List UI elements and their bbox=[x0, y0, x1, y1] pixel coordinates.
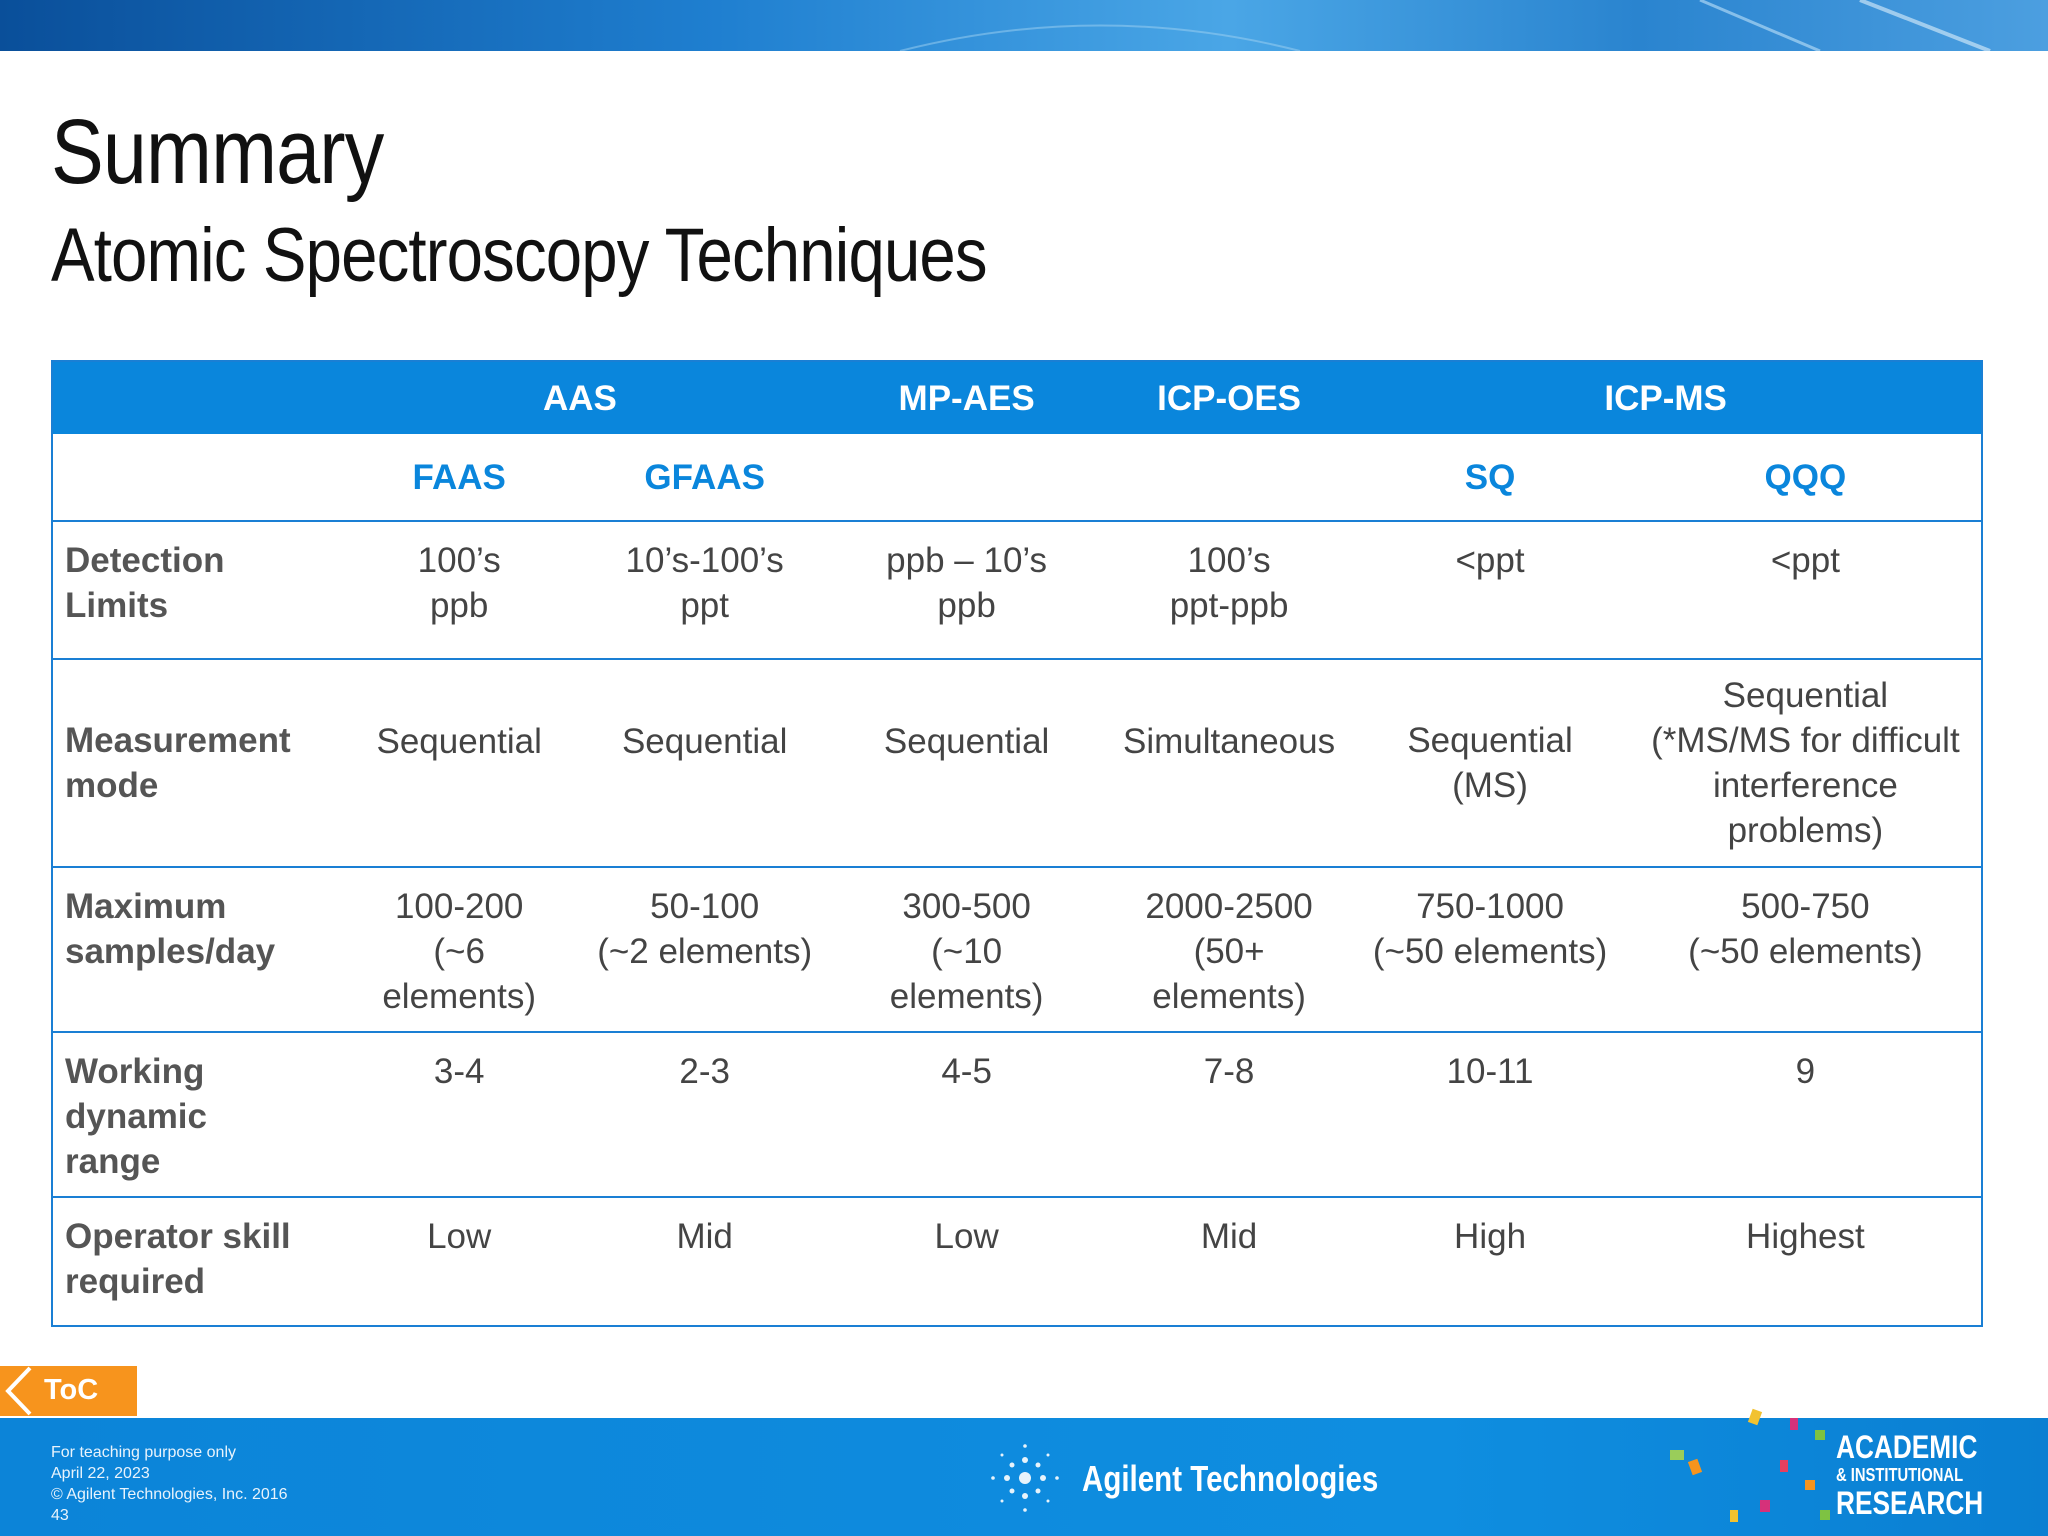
table-cell bbox=[334, 719, 583, 764]
table-cell: Highest bbox=[1746, 1217, 1865, 1256]
cell-line: <ppt bbox=[1770, 541, 1840, 580]
cell-line: 100’s bbox=[1187, 541, 1271, 580]
cell-line: Sequential bbox=[621, 721, 788, 761]
chevron-left-icon bbox=[0, 1366, 40, 1416]
cell-line: 750-1000 bbox=[1416, 887, 1564, 926]
row-label bbox=[53, 1033, 334, 1184]
row-label bbox=[53, 868, 334, 974]
table-cell bbox=[825, 868, 1107, 1019]
table-cell bbox=[1350, 868, 1629, 974]
row-label-line: Maximum bbox=[65, 887, 227, 926]
cell-line: ppb bbox=[937, 586, 996, 625]
row-label-line: Working bbox=[65, 1052, 205, 1091]
group-header-row bbox=[53, 362, 1981, 434]
cell-line: <ppt bbox=[1455, 541, 1525, 580]
footer-notes bbox=[51, 1442, 288, 1526]
row-label-line: Operator skill bbox=[65, 1217, 291, 1256]
cell-line: ppb bbox=[429, 586, 489, 625]
cell-line: (*MS/MS for difficult bbox=[1651, 721, 1960, 760]
footer-line: For teaching purpose only bbox=[51, 1444, 236, 1461]
research-line: & INSTITUTIONAL bbox=[1836, 1465, 1964, 1485]
row-label-line: Measurement bbox=[65, 721, 291, 760]
table-cell: High bbox=[1454, 1217, 1527, 1256]
banner-pattern bbox=[0, 0, 2048, 51]
table-cell bbox=[1350, 522, 1629, 583]
cell-line: Sequential bbox=[1722, 676, 1889, 715]
cell-line: (~10 bbox=[931, 932, 1003, 971]
table-cell bbox=[1108, 719, 1351, 764]
table-cell: 9 bbox=[1795, 1052, 1816, 1091]
footer-line: © Agilent Technologies, Inc. 2016 bbox=[51, 1486, 288, 1503]
table-row bbox=[53, 1196, 1981, 1325]
row-label-line: Limits bbox=[65, 586, 169, 625]
agilent-logo-text: Agilent Technologies bbox=[1082, 1458, 1379, 1499]
table-cell bbox=[1108, 522, 1351, 628]
table-cell: 2-3 bbox=[679, 1052, 730, 1091]
research-line: ACADEMIC bbox=[1836, 1429, 1978, 1465]
table-cell bbox=[1630, 522, 1981, 583]
row-label-line: dynamic bbox=[65, 1097, 207, 1136]
table-cell: 4-5 bbox=[941, 1052, 992, 1091]
academic-research-logo bbox=[1836, 1430, 1983, 1520]
table-cell bbox=[825, 719, 1107, 764]
cell-line: (~2 elements) bbox=[597, 932, 813, 971]
sub-header-row bbox=[53, 434, 1981, 520]
cell-line: ppt-ppb bbox=[1169, 586, 1289, 625]
table-cell bbox=[584, 719, 826, 764]
group-header-icp-ms: ICP-MS bbox=[1604, 378, 1727, 418]
toc-button[interactable] bbox=[0, 1366, 137, 1416]
cell-line: interference bbox=[1712, 766, 1898, 805]
row-label-line: samples/day bbox=[65, 932, 276, 971]
cell-line: 2000-2500 bbox=[1145, 887, 1313, 926]
cell-line: Simultaneous bbox=[1123, 721, 1336, 761]
table-cell bbox=[825, 522, 1107, 628]
table-row bbox=[53, 866, 1981, 1031]
top-banner bbox=[0, 0, 2048, 51]
slide-title: Summary bbox=[51, 101, 384, 203]
cell-line: ppb – 10’s bbox=[886, 541, 1048, 580]
table-cell bbox=[334, 522, 583, 628]
research-line: RESEARCH bbox=[1836, 1485, 1984, 1521]
group-header-mp-aes: MP-AES bbox=[898, 378, 1035, 418]
table-cell: Mid bbox=[1200, 1217, 1258, 1256]
table-cell bbox=[584, 522, 826, 628]
cell-line: problems) bbox=[1727, 811, 1884, 850]
table-row bbox=[53, 658, 1981, 866]
cell-line: 100-200 bbox=[394, 887, 524, 926]
row-label bbox=[53, 718, 334, 808]
comparison-table bbox=[51, 360, 1983, 1327]
row-label-line: required bbox=[65, 1262, 206, 1301]
sub-header-qqq: QQQ bbox=[1764, 457, 1847, 497]
confetti-graphic bbox=[1640, 1400, 1840, 1536]
cell-line: (~6 bbox=[433, 932, 485, 971]
table-cell bbox=[1630, 868, 1981, 974]
cell-line: 300-500 bbox=[902, 887, 1031, 926]
table-row bbox=[53, 1031, 1981, 1196]
cell-line: (~50 elements) bbox=[1372, 932, 1608, 971]
table-cell: Mid bbox=[676, 1217, 733, 1256]
cell-line: Sequential bbox=[376, 721, 542, 761]
table-cell: 7-8 bbox=[1203, 1052, 1255, 1091]
table-cell bbox=[1350, 718, 1629, 808]
cell-line: elements) bbox=[382, 977, 537, 1016]
table-cell bbox=[1108, 868, 1351, 1019]
cell-line: (50+ bbox=[1193, 932, 1265, 971]
cell-line: Sequential bbox=[883, 721, 1050, 761]
cell-line: 10’s-100’s bbox=[625, 541, 784, 580]
row-label bbox=[53, 522, 334, 628]
cell-line: elements) bbox=[889, 977, 1044, 1016]
row-label-line: Detection bbox=[65, 541, 225, 580]
table-cell: Low bbox=[934, 1217, 999, 1256]
page-number: 43 bbox=[51, 1507, 69, 1524]
table-cell bbox=[584, 868, 826, 974]
table-cell: Low bbox=[427, 1217, 492, 1256]
sub-header-faas: FAAS bbox=[412, 457, 506, 497]
cell-line: Sequential bbox=[1407, 721, 1573, 760]
cell-line: 100’s bbox=[417, 541, 501, 580]
cell-line: (MS) bbox=[1452, 766, 1528, 805]
table-cell: 3-4 bbox=[433, 1052, 485, 1091]
slide-subtitle: Atomic Spectroscopy Techniques bbox=[51, 213, 987, 298]
row-label bbox=[53, 1198, 334, 1304]
table-cell bbox=[1630, 673, 1981, 853]
cell-line: ppt bbox=[680, 586, 729, 625]
row-label-line: mode bbox=[65, 766, 159, 805]
group-header-aas: AAS bbox=[542, 378, 617, 418]
cell-line: 50-100 bbox=[650, 887, 760, 926]
row-label-line: range bbox=[65, 1142, 161, 1181]
footer-line: April 22, 2023 bbox=[51, 1465, 150, 1482]
cell-line: (~50 elements) bbox=[1688, 932, 1923, 971]
toc-label: ToC bbox=[44, 1374, 99, 1406]
sub-header-gfaas: GFAAS bbox=[644, 457, 765, 497]
cell-line: 500-750 bbox=[1741, 887, 1870, 926]
sub-header-sq: SQ bbox=[1464, 457, 1516, 497]
table-row bbox=[53, 520, 1981, 658]
group-header-icp-oes: ICP-OES bbox=[1157, 378, 1302, 418]
table-cell bbox=[334, 868, 583, 1019]
table-cell: 10-11 bbox=[1446, 1052, 1534, 1091]
cell-line: elements) bbox=[1152, 977, 1306, 1016]
